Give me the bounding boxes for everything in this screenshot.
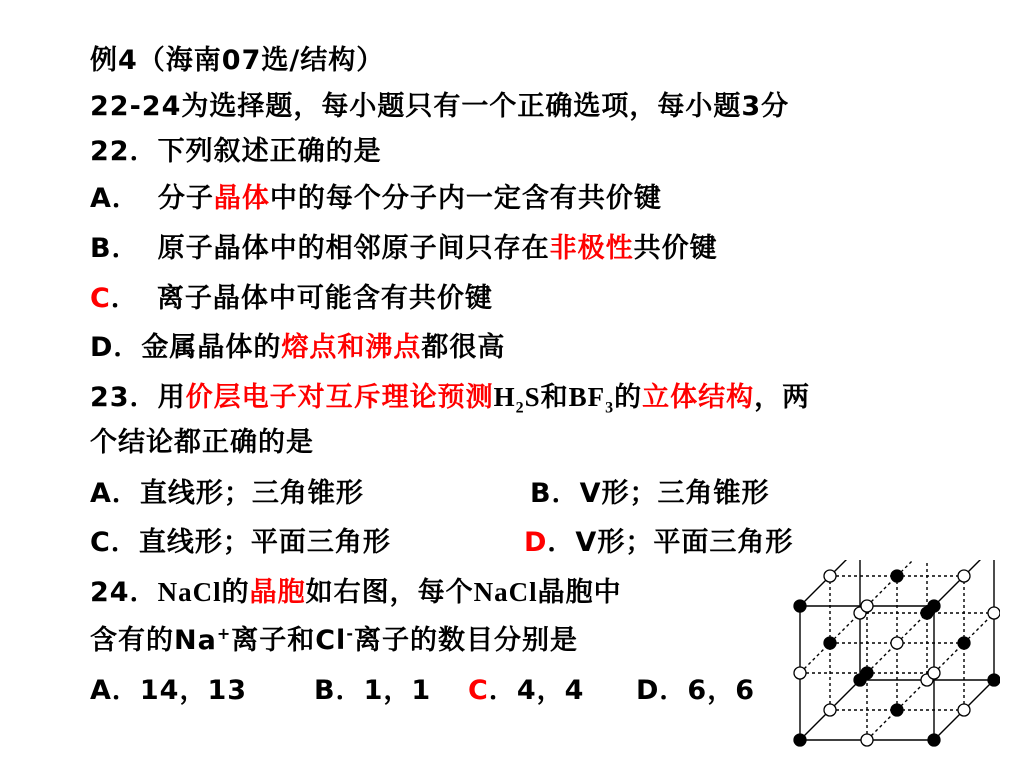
- q23-options-ab: [90, 477, 364, 511]
- q23-option-b-wrap: [530, 477, 769, 511]
- q22-option-c: [90, 282, 493, 316]
- q24-option-a-wrap: [90, 674, 247, 708]
- cl-ion-atom: [794, 600, 806, 612]
- q23-text2: 的: [614, 382, 643, 413]
- na-ion-atom: [794, 667, 806, 679]
- q24-nacl1: NaCl: [157, 577, 222, 607]
- q23-option-d-letter: D: [524, 527, 548, 558]
- q24-line2-text2: 离子和Cl: [231, 625, 347, 656]
- q24-option-c-letter: C: [468, 675, 489, 706]
- q23-option-b: B．V形；三角锥形: [530, 478, 770, 509]
- q22-stem: [90, 135, 382, 169]
- q24-line2-text1: 含有的Na: [90, 625, 217, 656]
- q23-text1: 用: [157, 382, 186, 413]
- q24-text1: 的: [221, 577, 250, 608]
- q23-option-d-wrap: [524, 526, 793, 560]
- instruction-line: [90, 90, 789, 124]
- na-ion-atom: [988, 607, 1000, 619]
- q22-b-text2: 共价键: [633, 233, 718, 264]
- q22-c-text: 离子晶体中可能含有共价键: [156, 283, 493, 314]
- h2s-formula: [493, 382, 541, 417]
- q22-a-text2: 中的每个分子内一定含有共价键: [269, 183, 662, 214]
- q24-option-c-text: ．4，4: [488, 675, 585, 706]
- q22-option-a: [90, 182, 662, 216]
- q24-option-a: A．14，13: [90, 675, 248, 706]
- q24-option-b-wrap: [314, 674, 431, 708]
- q22-a-prefix: A．: [90, 183, 140, 214]
- q24-option-b: B．1，1: [314, 675, 432, 706]
- na-ion-atom: [928, 667, 940, 679]
- na-ion-atom: [861, 600, 873, 612]
- q22-d-text2: 都很高: [421, 332, 506, 363]
- na-superscript: +: [216, 624, 232, 643]
- q22-b-text1: 原子晶体中的相邻原子间只存在: [157, 233, 550, 264]
- bf3-subscript: 3: [605, 399, 615, 417]
- q23-and: 和: [540, 382, 569, 413]
- q22-option-b: [90, 232, 718, 266]
- q22-option-d: [90, 331, 505, 365]
- q24-line2-text3: 离子的数目分别是: [353, 625, 578, 656]
- q24-highlight: 晶胞: [249, 577, 306, 608]
- q24-option-d: D．6，6: [636, 675, 755, 706]
- na-ion-atom: [958, 570, 970, 582]
- q22-d-text1: 金属晶体的: [141, 332, 282, 363]
- bf3-bf: BF: [568, 382, 606, 412]
- q23-option-d-text: ．V形；平面三角形: [547, 527, 794, 558]
- q22-c-dot: ．: [110, 283, 139, 314]
- cl-superscript: -: [346, 624, 354, 643]
- q22-stem-text: 22．下列叙述正确的是: [90, 136, 382, 167]
- q24-nacl2: NaCl: [473, 577, 538, 607]
- q23-stem-line2: [90, 426, 314, 460]
- instruction-text: 22-24为选择题，每小题只有一个正确选项，每小题3分: [90, 91, 790, 122]
- na-ion-atom: [958, 704, 970, 716]
- q23-stem-line1: [90, 380, 810, 415]
- h2s-s: S: [524, 382, 541, 412]
- q24-option-c-wrap: [468, 674, 584, 708]
- q22-c-letter: C: [90, 283, 111, 314]
- na-ion-atom: [824, 570, 836, 582]
- q22-a-text1: 分子: [157, 183, 214, 214]
- q23-option-a: A．直线形；三角锥形: [90, 478, 364, 509]
- example-title: [90, 44, 384, 78]
- q23-highlight1: 价层电子对互斥理论预测: [185, 382, 494, 413]
- q24-stem-line2: [90, 624, 578, 658]
- bf3-formula: [568, 382, 615, 417]
- cl-ion-atom: [928, 734, 940, 746]
- q23-text3: ，两: [754, 382, 811, 413]
- h2s-subscript: 2: [515, 399, 525, 417]
- na-ion-atom: [861, 734, 873, 746]
- nacl-crystal-lattice-diagram: [790, 560, 1000, 750]
- q23-highlight2: 立体结构: [642, 382, 755, 413]
- cl-ion-atom: [794, 734, 806, 746]
- q23-line2-text: 个结论都正确的是: [90, 427, 314, 458]
- h2s-h: H: [493, 382, 516, 412]
- q23-option-c: C．直线形；平面三角形: [90, 527, 391, 558]
- q24-stem-line1: [90, 575, 622, 610]
- q24-text3: 晶胞中: [537, 577, 622, 608]
- q24-option-d-wrap: [636, 674, 755, 708]
- q24-number: 24．: [90, 577, 158, 608]
- q22-d-highlight: 熔点和沸点: [281, 332, 422, 363]
- cl-ion-atom: [824, 637, 836, 649]
- q22-b-prefix: B．: [90, 233, 140, 264]
- cl-ion-atom: [891, 704, 903, 716]
- q23-number: 23．: [90, 382, 158, 413]
- cl-ion-atom: [928, 600, 940, 612]
- cl-ion-atom: [958, 637, 970, 649]
- example-label: 例4（海南07选/结构）: [90, 45, 385, 76]
- cl-ion-atom: [861, 667, 873, 679]
- cl-ion-atom: [988, 674, 1000, 686]
- q22-a-highlight: 晶体: [213, 183, 270, 214]
- q22-d-prefix: D．: [90, 332, 142, 363]
- q24-text2: 如右图，每个: [305, 577, 474, 608]
- na-ion-atom: [824, 704, 836, 716]
- cl-ion-atom: [891, 570, 903, 582]
- na-ion-atom: [891, 637, 903, 649]
- q22-b-highlight: 非极性: [549, 233, 634, 264]
- q23-options-c: [90, 526, 391, 560]
